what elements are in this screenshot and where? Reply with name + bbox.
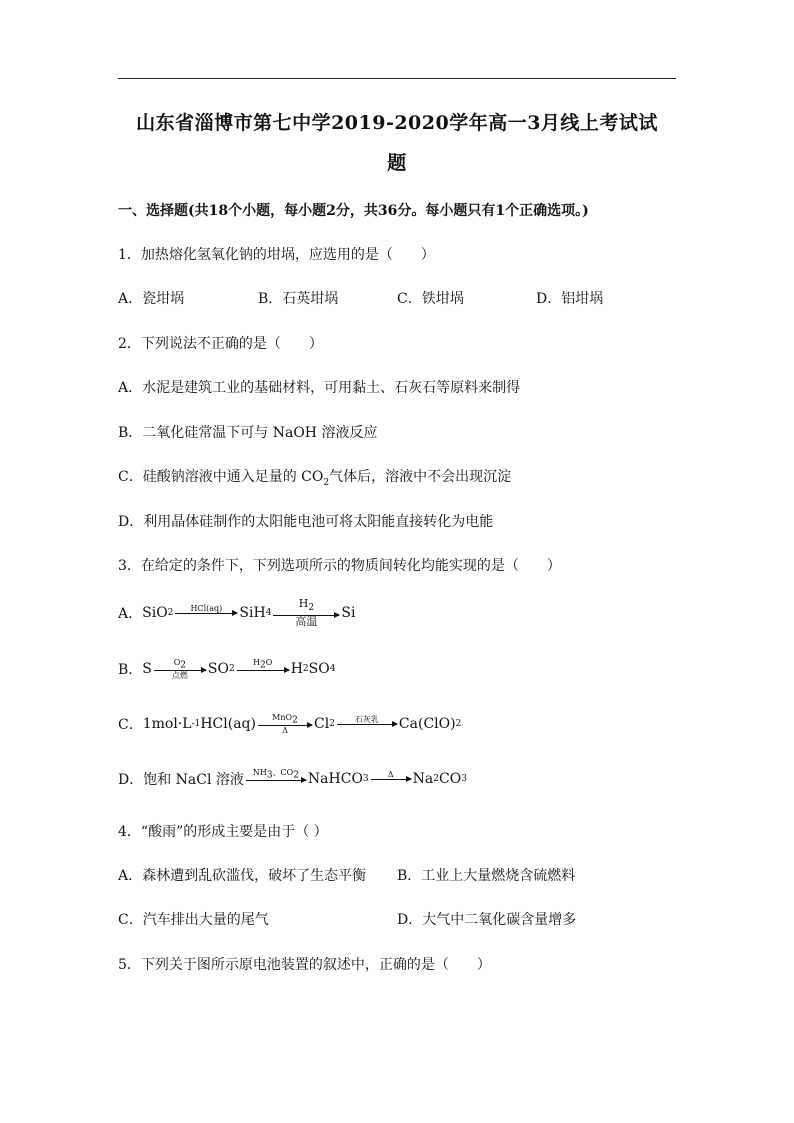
question-4-option-d: D．大气中二氧化碳含量增多 — [397, 912, 577, 928]
question-3-option-a: A． SiO 2 HCl(aq) SiH 4 $H_2$ 高温 Si — [118, 597, 356, 628]
question-4-option-a: A．森林遭到乱砍滥伐，破坏了生态平衡 — [118, 868, 367, 884]
question-2-option-b: B．二氧化硅常温下可与 NaOH 溶液反应 — [118, 425, 378, 441]
section-heading: 一、选择题(共18个小题，每小题2分，共36分。每小题只有1个正确选项。) — [118, 203, 589, 219]
reaction-arrow: MnO$_2$ Δ — [258, 709, 312, 739]
question-3-stem: 3．在给定的条件下，下列选项所示的物质间转化均能实现的是（ ） — [118, 558, 561, 574]
reaction-arrow: 石灰乳 — [337, 709, 397, 739]
question-5-stem: 5．下列关于图所示原电池装置的叙述中，正确的是（ ） — [118, 957, 491, 973]
question-2-option-c: C．硅酸钠溶液中通入足量的 $CO_2$气体后，溶液中不会出现沉淀 — [118, 469, 512, 488]
page-title-line1: 山东省淄博市第七中学2019-2020学年高一3月线上考试试 — [136, 112, 658, 134]
question-3-option-b: B． S $O_2$ 点燃 SO 2 $H_2O$ H 2 SO 4 — [118, 654, 335, 684]
reaction-arrow: $O_2$ 点燃 — [154, 654, 206, 684]
reaction-arrow: $H_2$ 高温 — [273, 598, 339, 628]
question-4-stem: 4．“酸雨”的形成主要是由于（ ） — [118, 824, 328, 840]
question-4-option-c: C．汽车排出大量的尾气 — [118, 912, 269, 928]
question-1-option-b: B．石英坩埚 — [258, 291, 339, 307]
question-1-option-c: C．铁坩埚 — [397, 291, 464, 307]
question-2-option-d: D．利用晶体硅制作的太阳能电池可将太阳能直接转化为电能 — [118, 514, 494, 530]
question-2-option-a: A．水泥是建筑工业的基础材料，可用黏土、石灰石等原料来制得 — [118, 380, 521, 396]
reaction-arrow: $H_2O$ — [237, 654, 289, 684]
header-rule — [118, 78, 676, 79]
question-1-stem: 1．加热熔化氢氧化钠的坩埚，应选用的是（ ） — [118, 247, 435, 263]
question-1-option-d: D．铝坩埚 — [536, 291, 604, 307]
reaction-arrow: $NH_3$、$CO_2$ — [246, 764, 306, 794]
question-1-option-a: A．瓷坩埚 — [118, 291, 185, 307]
page-title-line2: 题 — [387, 152, 407, 174]
question-3-option-c: C． 1mol·L -1 HCl(aq) MnO$_2$ Δ Cl 2 石灰乳 Ca(ClO) 2 — [118, 709, 461, 739]
reaction-arrow: Δ — [371, 764, 411, 794]
question-3-option-d: D． 饱和 NaCl 溶液 $NH_3$、$CO_2$ NaHCO 3 Δ Na 2 CO 3 — [118, 764, 467, 794]
question-2-stem: 2．下列说法不正确的是（ ） — [118, 336, 323, 352]
question-4-option-b: B．工业上大量燃烧含硫燃料 — [397, 868, 576, 884]
reaction-arrow: HCl(aq) — [175, 598, 237, 628]
